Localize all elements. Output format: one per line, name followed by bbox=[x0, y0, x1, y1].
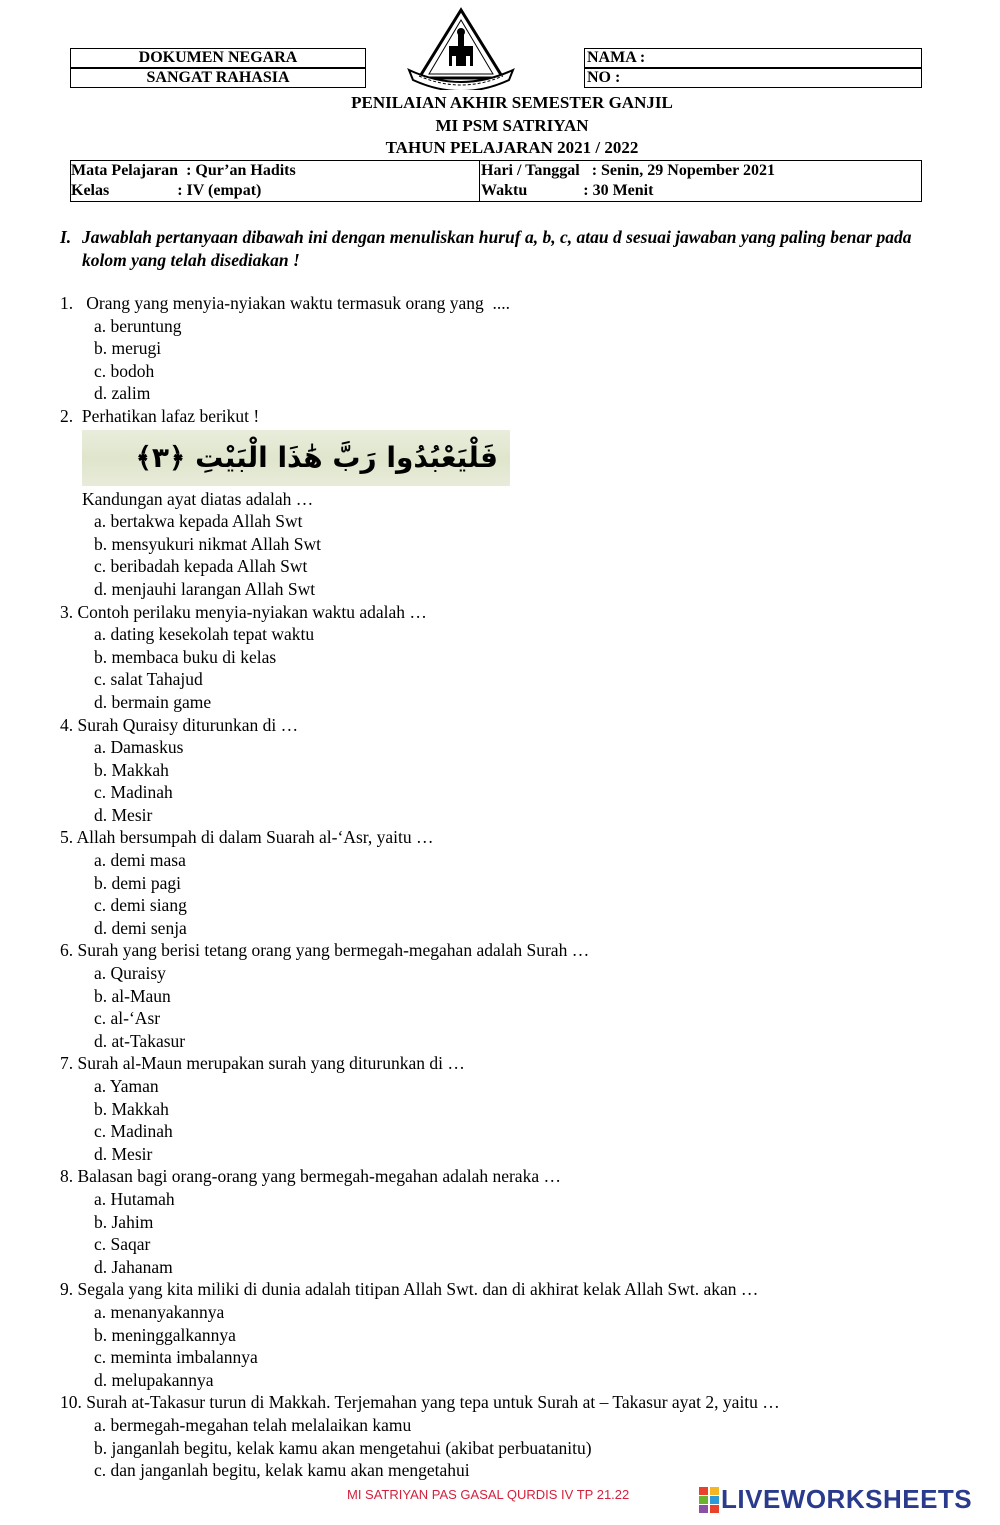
time-line: Waktu : 30 Menit bbox=[481, 182, 654, 199]
question-text: 10. Surah at-Takasur turun di Makkah. Terjemahan yang tepa untuk Surah at – Takasur ayat 2, yaitu … bbox=[60, 1392, 780, 1413]
option-c[interactable]: c. al-‘Asr bbox=[94, 1008, 161, 1029]
option-a[interactable]: a. Hutamah bbox=[94, 1188, 175, 1209]
school-emblem-icon bbox=[405, 6, 517, 90]
header-left-box-line1: DOKUMEN NEGARA bbox=[70, 48, 366, 68]
instruction-number: I. bbox=[60, 227, 72, 247]
option-c[interactable]: c. salat Tahajud bbox=[94, 669, 203, 690]
option-b[interactable]: b. merugi bbox=[94, 338, 162, 359]
option-c[interactable]: c. Saqar bbox=[94, 1234, 151, 1255]
arabic-verse-image bbox=[82, 430, 510, 486]
name-field: NAMA : bbox=[584, 48, 922, 68]
question-9 bbox=[60, 1278, 960, 1391]
option-d[interactable]: d. demi senja bbox=[94, 917, 187, 938]
option-c[interactable]: c. bodoh bbox=[94, 360, 155, 381]
question-3 bbox=[60, 601, 960, 714]
liveworksheets-brand[interactable]: LIVEWORKSHEETS bbox=[721, 1484, 973, 1514]
option-b[interactable]: b. Jahim bbox=[94, 1211, 154, 1232]
option-b[interactable]: b. meninggalkannya bbox=[94, 1324, 236, 1345]
option-a[interactable]: a. Quraisy bbox=[94, 963, 166, 984]
arabic-verse: فَلْيَعْبُدُوا رَبَّ هَٰذَا الْبَيْتِ ﴿٣﴾ bbox=[135, 440, 498, 474]
option-d[interactable]: d. at-Takasur bbox=[94, 1030, 186, 1051]
footer-caption: MI SATRIYAN PAS GASAL QURDIS IV TP 21.22 bbox=[347, 1487, 630, 1502]
option-a[interactable]: a. menanyakannya bbox=[94, 1301, 225, 1322]
option-d[interactable]: d. Jahanam bbox=[94, 1256, 173, 1277]
subject-line: Mata Pelajaran : Qur’an Hadits bbox=[71, 162, 296, 179]
question-list bbox=[60, 292, 960, 1482]
question-6 bbox=[60, 939, 960, 1052]
option-d[interactable]: d. Mesir bbox=[94, 804, 153, 825]
option-a[interactable]: a. bermegah-megahan telah melalaikan kamu bbox=[94, 1414, 412, 1435]
question-text: 3. Contoh perilaku menyia-nyiakan waktu adalah … bbox=[60, 601, 427, 622]
question-text: 2. Perhatikan lafaz berikut ! bbox=[60, 405, 260, 426]
option-a[interactable]: a. beruntung bbox=[94, 315, 182, 336]
question-text: 5. Allah bersumpah di dalam Suarah al-‘Asr, yaitu … bbox=[60, 827, 434, 848]
question-1 bbox=[60, 292, 960, 405]
option-c[interactable]: c. Madinah bbox=[94, 782, 173, 803]
exam-title: PENILAIAN AKHIR SEMESTER GANJIL bbox=[351, 93, 673, 112]
option-c[interactable]: c. meminta imbalannya bbox=[94, 1347, 258, 1368]
number-field: NO : bbox=[584, 68, 922, 88]
school-name: MI PSM SATRIYAN bbox=[435, 116, 589, 135]
question-text: 6. Surah yang berisi tetang orang yang bermegah-megahan adalah Surah … bbox=[60, 940, 590, 961]
option-c[interactable]: c. demi siang bbox=[94, 895, 187, 916]
option-d[interactable]: d. menjauhi larangan Allah Swt bbox=[94, 578, 316, 599]
option-a[interactable]: a. Damaskus bbox=[94, 737, 184, 758]
question-prompt: Kandungan ayat diatas adalah … bbox=[82, 488, 314, 509]
option-b[interactable]: b. al-Maun bbox=[94, 985, 171, 1006]
option-c[interactable]: c. Madinah bbox=[94, 1121, 173, 1142]
question-text: 9. Segala yang kita miliki di dunia adalah titipan Allah Swt. dan di akhirat kelak Allah Swt. akan … bbox=[60, 1279, 759, 1300]
question-4 bbox=[60, 714, 960, 827]
question-text: 7. Surah al-Maun merupakan surah yang diturunkan di … bbox=[60, 1053, 465, 1074]
option-b[interactable]: b. Makkah bbox=[94, 1098, 169, 1119]
question-8 bbox=[60, 1165, 960, 1278]
question-text: 8. Balasan bagi orang-orang yang bermegah-megahan adalah neraka … bbox=[60, 1166, 561, 1187]
option-d[interactable]: d. bermain game bbox=[94, 691, 212, 712]
option-a[interactable]: a. dating kesekolah tepat waktu bbox=[94, 624, 315, 645]
question-2 bbox=[60, 405, 960, 601]
question-text: 1. Orang yang menyia-nyiakan waktu termasuk orang yang .... bbox=[60, 293, 511, 313]
option-b[interactable]: b. demi pagi bbox=[94, 872, 181, 893]
info-box bbox=[70, 160, 922, 202]
liveworksheets-logo-icon bbox=[698, 1486, 720, 1514]
question-7 bbox=[60, 1052, 960, 1165]
option-a[interactable]: a. demi masa bbox=[94, 850, 186, 871]
class-line: Kelas : IV (empat) bbox=[71, 182, 262, 199]
instruction-text: Jawablah pertanyaan dibawah ini dengan menuliskan huruf a, b, c, atau d sesuai jawaban yang paling benar pada kolom yang telah disediakan ! bbox=[82, 227, 912, 270]
option-d[interactable]: d. Mesir bbox=[94, 1143, 153, 1164]
question-5 bbox=[60, 826, 960, 939]
header-left-box-line2: SANGAT RAHASIA bbox=[70, 68, 366, 88]
question-10 bbox=[60, 1391, 960, 1481]
option-b[interactable]: b. Makkah bbox=[94, 759, 169, 780]
option-a[interactable]: a. Yaman bbox=[94, 1076, 159, 1096]
option-b[interactable]: b. membaca buku di kelas bbox=[94, 646, 277, 667]
option-c[interactable]: c. beribadah kepada Allah Swt bbox=[94, 556, 308, 577]
option-d[interactable]: d. zalim bbox=[94, 383, 151, 404]
instruction bbox=[60, 226, 940, 272]
date-line: Hari / Tanggal : Senin, 29 Nopember 2021 bbox=[481, 162, 775, 179]
option-b[interactable]: b. mensyukuri nikmat Allah Swt bbox=[94, 533, 322, 554]
option-c[interactable]: c. dan janganlah begitu, kelak kamu akan mengetahui bbox=[94, 1460, 470, 1481]
info-divider bbox=[479, 161, 480, 201]
option-b[interactable]: b. janganlah begitu, kelak kamu akan mengetahui (akibat perbuatanitu) bbox=[94, 1437, 592, 1458]
question-text: 4. Surah Quraisy diturunkan di … bbox=[60, 714, 299, 735]
option-a[interactable]: a. bertakwa kepada Allah Swt bbox=[94, 511, 303, 532]
option-d[interactable]: d. melupakannya bbox=[94, 1369, 214, 1390]
academic-year: TAHUN PELAJARAN 2021 / 2022 bbox=[385, 138, 639, 157]
